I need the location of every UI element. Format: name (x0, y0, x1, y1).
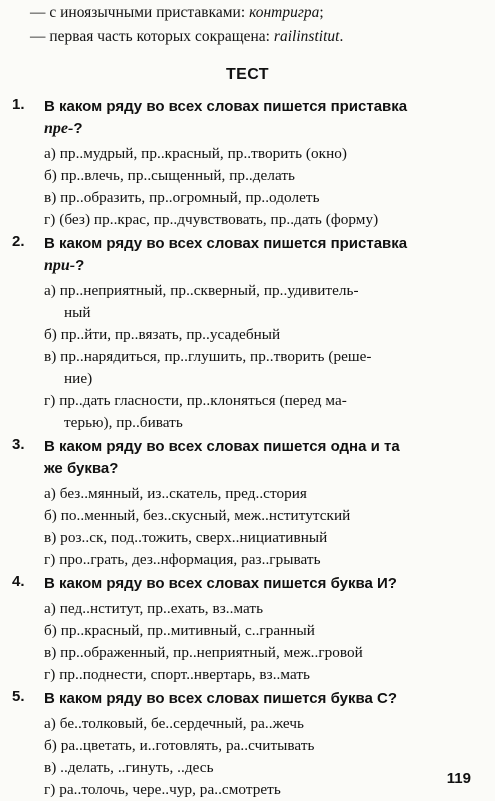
page-number: 119 (446, 770, 471, 787)
answer-option: в) ..делать, ..гинуть, ..десь (44, 759, 214, 776)
answer-option: г) ра..толочь, чере..чур, ра..смотреть (44, 781, 281, 798)
intro-line-2: — первая часть которых сокращена: railinstitut. (30, 28, 344, 45)
answer-option: б) пр..влечь, пр..сыщенный, пр..делать (44, 167, 296, 184)
question-text-continuation: пре-? (44, 120, 83, 137)
intro-line-1: — с иноязычными приставками: контригра; (30, 4, 324, 21)
section-title: ТЕСТ (226, 66, 269, 83)
answer-option: б) пр..красный, пр..митивный, с..гранный (44, 622, 315, 639)
answer-option: в) роз..ск, под..тожить, сверх..нициативный (44, 529, 328, 546)
answer-option: а) бе..толковый, бе..сердечный, ра..жечь (44, 715, 305, 732)
question-text-continuation: же буква? (44, 460, 119, 477)
answer-option-continuation: терью), пр..бивать (64, 414, 183, 431)
question-number: 2. (12, 233, 25, 250)
answer-option: в) пр..нарядиться, пр..глушить, пр..творить (реше- (44, 348, 372, 365)
answer-option: а) пед..нститут, пр..ехать, вз..мать (44, 600, 264, 617)
answer-option: б) по..менный, без..скусный, меж..нститутский (44, 507, 351, 524)
answer-option: г) пр..поднести, спорт..нвертарь, вз..мать (44, 666, 311, 683)
question-text: В каком ряду во всех словах пишется приставка (44, 235, 408, 252)
answer-option: б) ра..цветать, и..готовлять, ра..считывать (44, 737, 315, 754)
question-number: 1. (12, 96, 25, 113)
question-number: 5. (12, 688, 25, 705)
question-text: В каком ряду во всех словах пишется буква С? (44, 690, 398, 707)
question-number: 4. (12, 573, 25, 590)
answer-option-continuation: ный (64, 304, 91, 321)
answer-option: г) про..грать, дез..нформация, раз..грывать (44, 551, 321, 568)
answer-option: г) (без) пр..крас, пр..дчувствовать, пр..дать (форму) (44, 211, 379, 228)
answer-option: в) пр..ображенный, пр..неприятный, меж..гровой (44, 644, 363, 661)
answer-option: а) без..мянный, из..скатель, пред..стория (44, 485, 307, 502)
question-text: В каком ряду во всех словах пишется приставка (44, 98, 408, 115)
answer-option: б) пр..йти, пр..вязать, пр..усадебный (44, 326, 281, 343)
answer-option: в) пр..образить, пр..огромный, пр..одолеть (44, 189, 320, 206)
question-number: 3. (12, 436, 25, 453)
answer-option: а) пр..неприятный, пр..скверный, пр..удивитель- (44, 282, 359, 299)
question-text: В каком ряду во всех словах пишется одна и та (44, 438, 400, 455)
answer-option: а) пр..мудрый, пр..красный, пр..творить (окно) (44, 145, 348, 162)
question-text: В каком ряду во всех словах пишется буква И? (44, 575, 397, 592)
question-text-continuation: при-? (44, 257, 85, 274)
answer-option: г) пр..дать гласности, пр..клоняться (перед ма- (44, 392, 347, 409)
answer-option-continuation: ние) (64, 370, 93, 387)
